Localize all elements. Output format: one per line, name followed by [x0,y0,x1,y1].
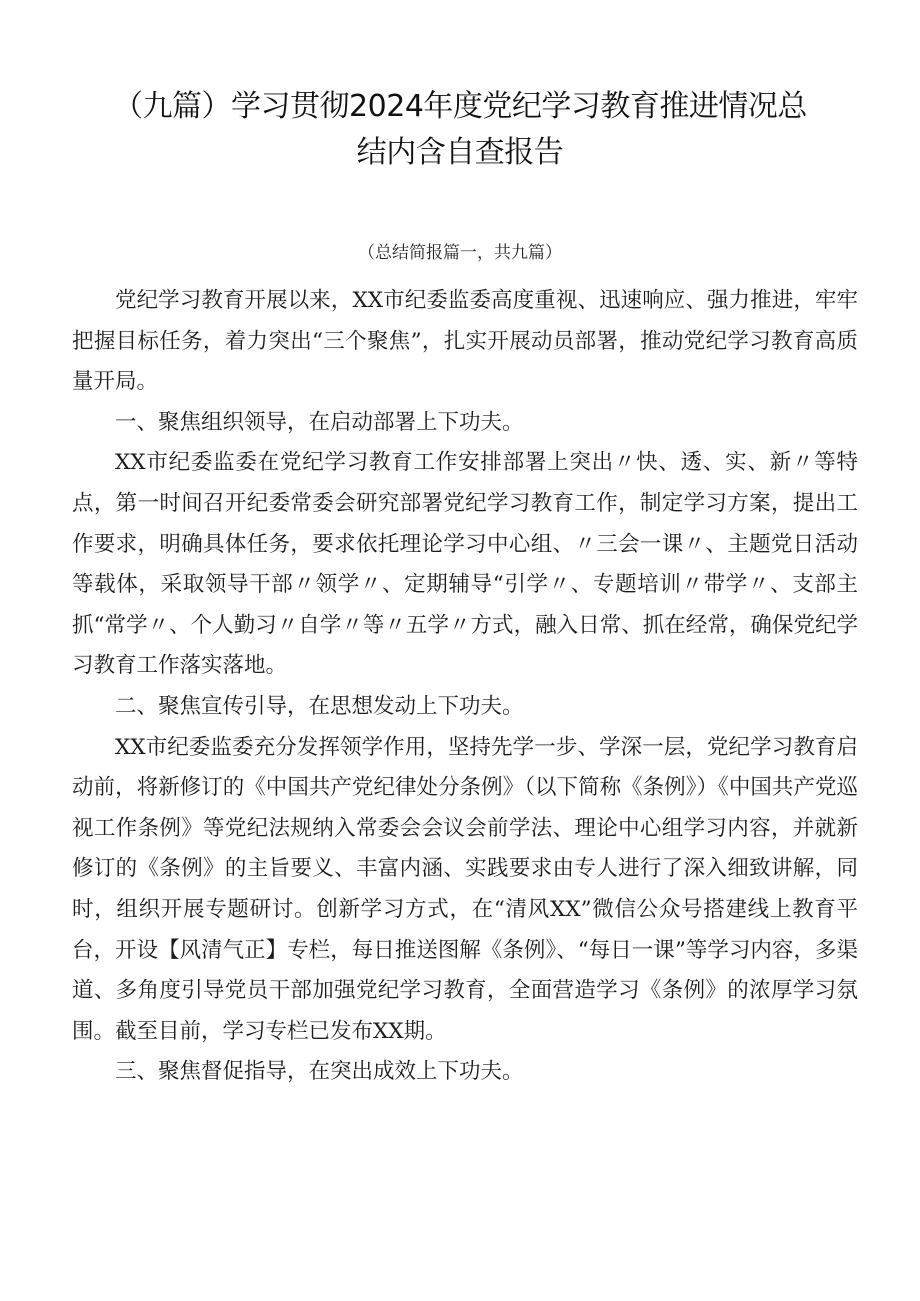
section-heading-2: 二、聚焦宣传引导，在思想发动上下功夫。 [115,693,524,719]
section-heading-1: 一、聚焦组织领导，在启动部署上下功夫。 [115,409,524,435]
document-body [72,281,858,1093]
document-title [80,84,840,176]
paragraph-section-2: XX市纪委监委充分发挥领学作用，坚持先学一步、学深一层，党纪学习教育启动前，将新修订的《中国共产党纪律处分条例》（以下简称《条例》）《中国共产党巡视工作条例》等党纪法规纳入常委会会议会前学法、理论中心组学习内容，并就新修订的《条例》的主旨要义、丰富内涵、实践要求由专人进行了深入细致讲解，同时，组织开展专题研讨。创新学习方式，在“清风XX”微信公众号搭建线上教育平台，开设【风清气正】专栏，每日推送图解《条例》、“每日一课”等学习内容，多渠道、多角度引导党员干部加强党纪学习教育，全面营造学习《条例》的浓厚学习氛围。截至目前，学习专栏已发布XX期。 [72,734,858,1044]
document-subtitle: （总结简报篇一，共九篇） [358,243,562,263]
paragraph-intro: 党纪学习教育开展以来，XX市纪委监委高度重视、迅速响应、强力推进，牢牢把握目标任务，着力突出“三个聚焦”，扎实开展动员部署，推动党纪学习教育高质量开局。 [72,288,858,395]
paragraph-section-1: XX市纪委监委在党纪学习教育工作安排部署上突出〃快、透、实、新〃等特点，第一时间召开纪委常委会研究部署党纪学习教育工作，制定学习方案，提出工作要求，明确具体任务，要求依托理论学习中心组、〃三会一课〃、主题党日活动等载体，采取领导干部〃领学〃、定期辅导“引学〃、专题培训〃带学〃、支部主抓“常学〃、个人勤习〃自学〃等〃五学〃方式，融入日常、抓在经常，确保党纪学习教育工作落实落地。 [72,450,858,679]
section-heading-3: 三、聚焦督促指导，在突出成效上下功夫。 [115,1059,524,1085]
title-line-1: （九篇）学习贯彻2024年度党纪学习教育推进情况总 [113,89,807,124]
title-line-2: 结内含自查报告 [356,135,564,170]
